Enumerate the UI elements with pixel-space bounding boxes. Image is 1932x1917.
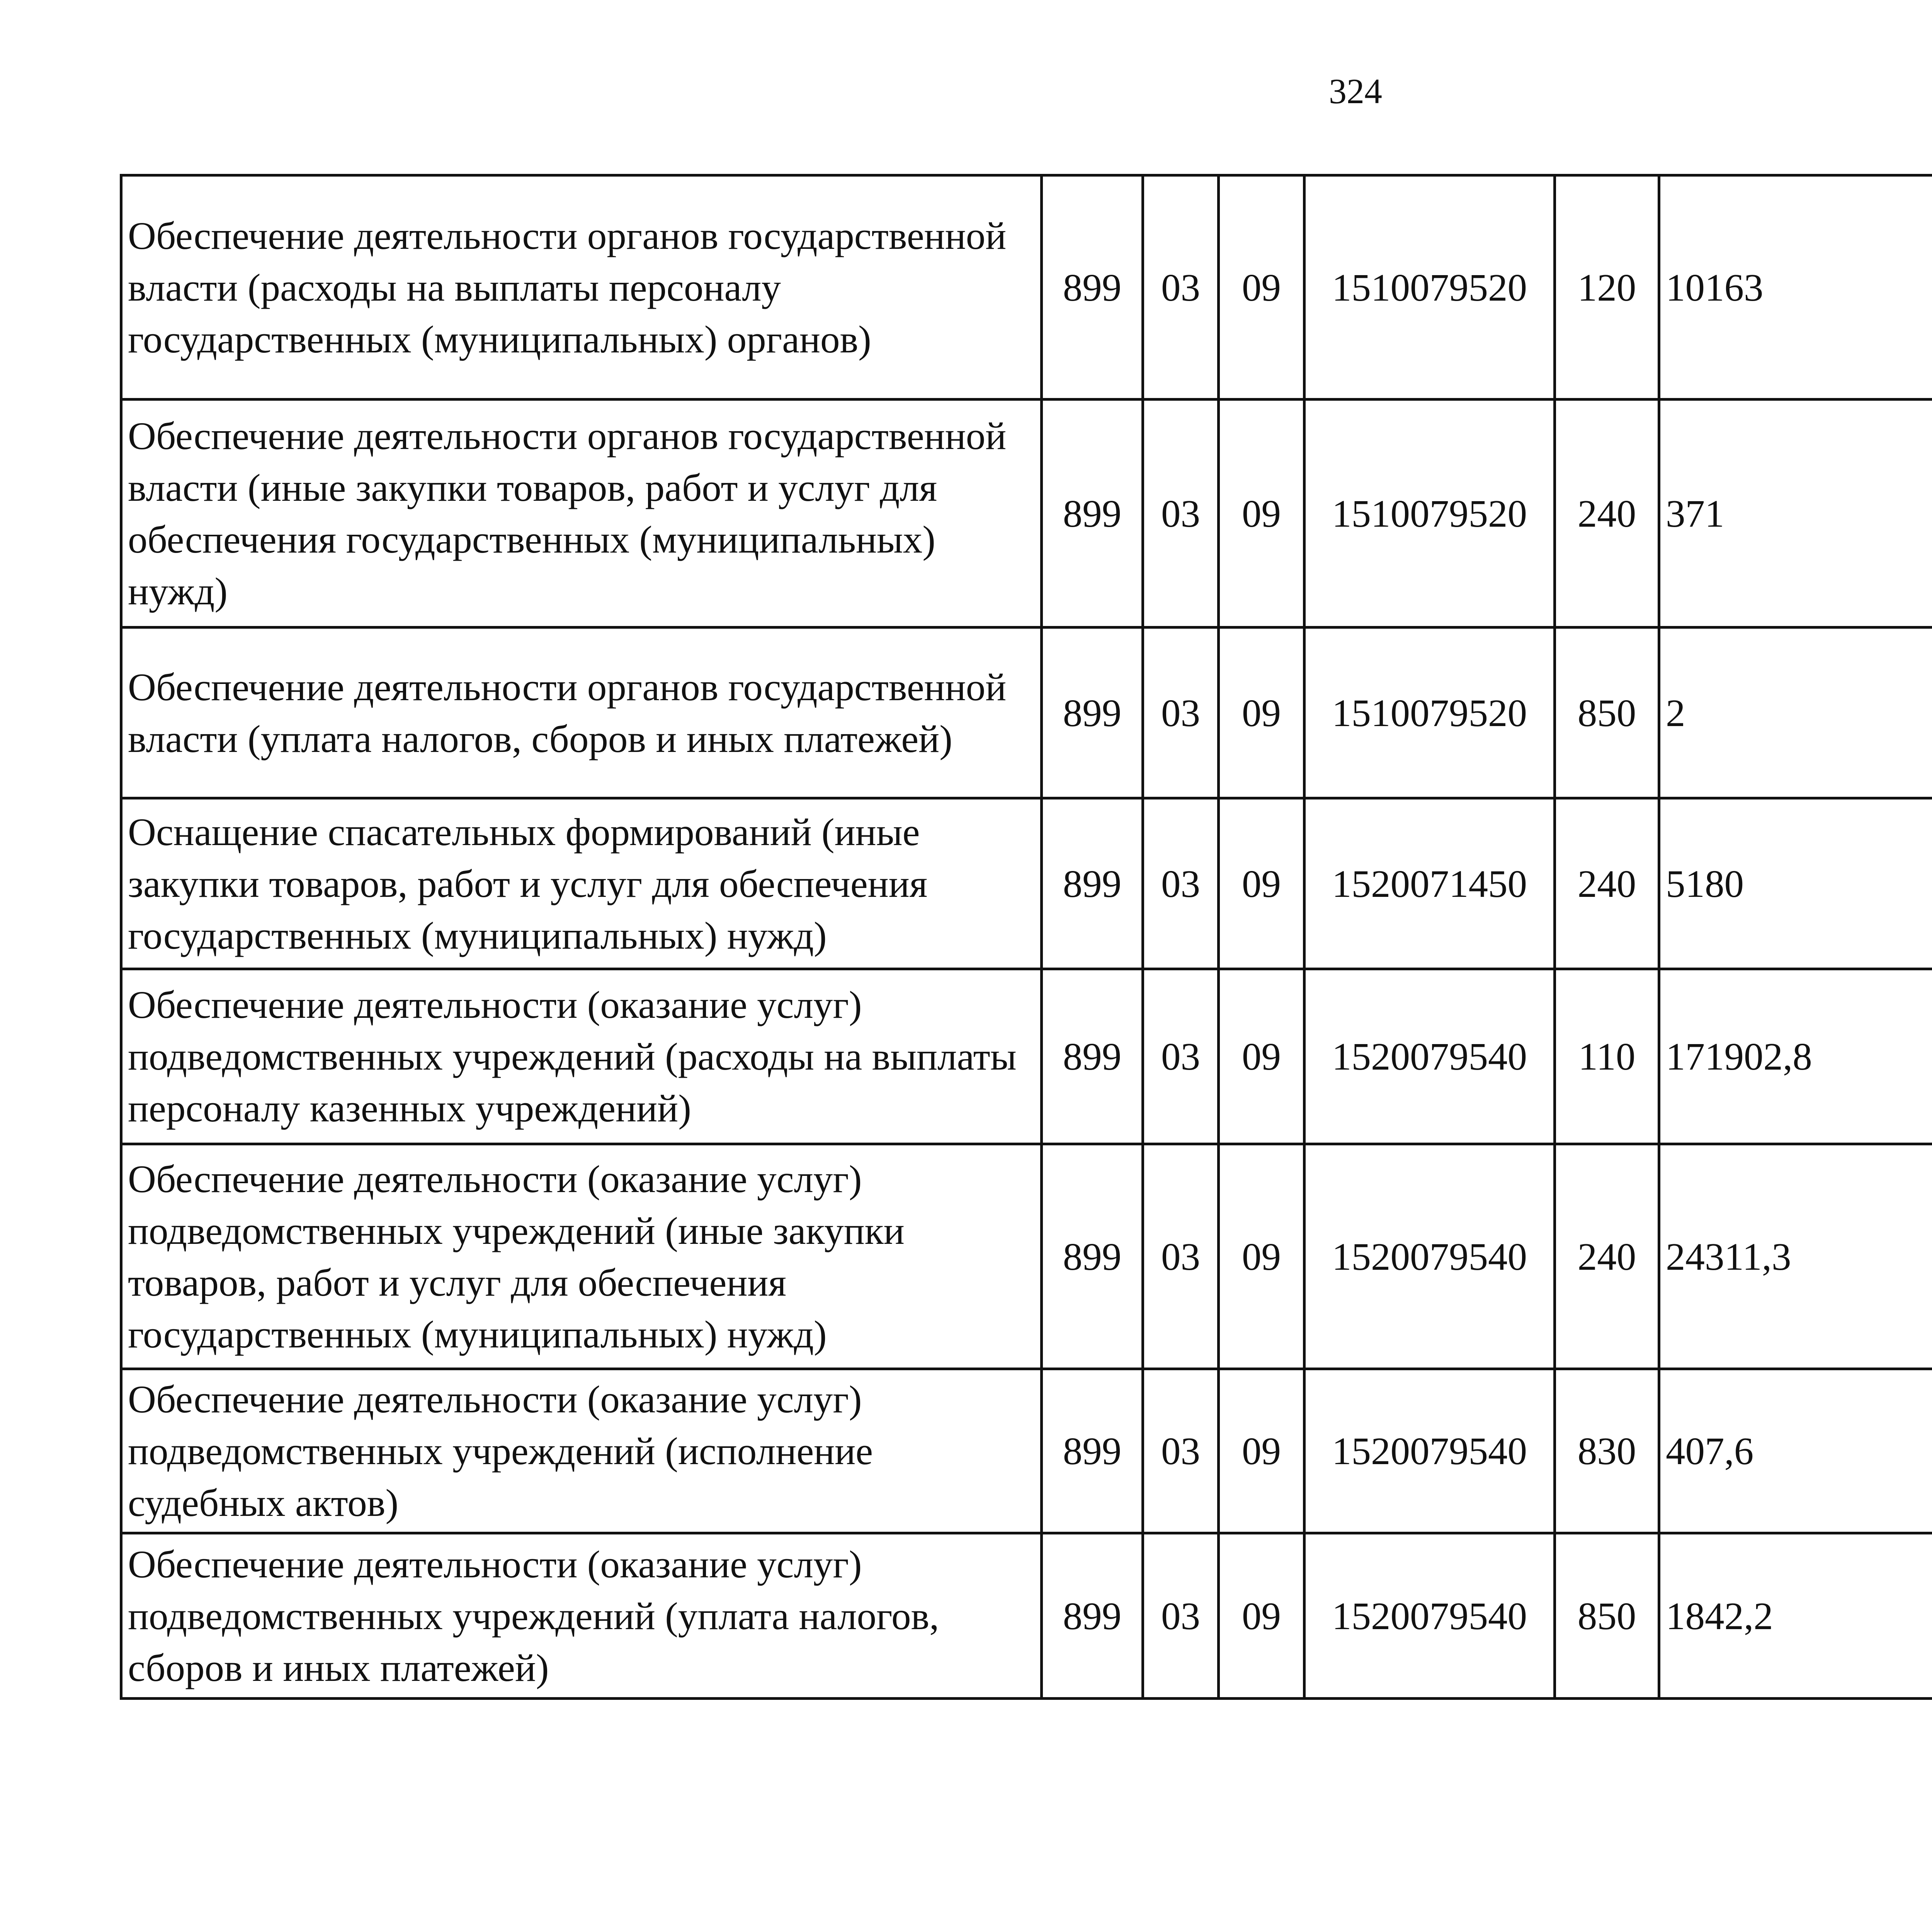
ministry-code: 899 bbox=[1042, 400, 1143, 628]
target-article-code: 1510079520 bbox=[1304, 628, 1555, 798]
subsection-code: 09 bbox=[1219, 1369, 1304, 1533]
budget-table bbox=[120, 174, 1932, 1700]
expense-type-code: 830 bbox=[1555, 1369, 1659, 1533]
subsection-code: 09 bbox=[1219, 969, 1304, 1144]
amount-year-1: 1842,2 bbox=[1659, 1533, 1932, 1699]
expense-type-code: 120 bbox=[1555, 175, 1659, 400]
table-row bbox=[121, 400, 1932, 628]
expense-type-code: 240 bbox=[1555, 798, 1659, 969]
subsection-code: 09 bbox=[1219, 628, 1304, 798]
table-row bbox=[121, 1533, 1932, 1699]
target-article-code: 1520079540 bbox=[1304, 1144, 1555, 1369]
row-description: Оснащение спасательных формирований (иные закупки товаров, работ и услуг для обеспечения государственных (муниципальных) нужд) bbox=[121, 798, 1042, 969]
target-article-code: 1510079520 bbox=[1304, 400, 1555, 628]
row-description: Обеспечение деятельности органов государственной власти (расходы на выплаты персоналу государственных (муниципальных) органов) bbox=[121, 175, 1042, 400]
amount-year-1: 24311,3 bbox=[1659, 1144, 1932, 1369]
section-code: 03 bbox=[1143, 628, 1219, 798]
section-code: 03 bbox=[1143, 1144, 1219, 1369]
row-description: Обеспечение деятельности (оказание услуг) подведомственных учреждений (расходы на выплаты персоналу казенных учреждений) bbox=[121, 969, 1042, 1144]
subsection-code: 09 bbox=[1219, 798, 1304, 969]
table-row bbox=[121, 798, 1932, 969]
ministry-code: 899 bbox=[1042, 628, 1143, 798]
ministry-code: 899 bbox=[1042, 175, 1143, 400]
target-article-code: 1520079540 bbox=[1304, 1369, 1555, 1533]
row-description: Обеспечение деятельности (оказание услуг) подведомственных учреждений (иные закупки товаров, работ и услуг для обеспечения государственных (муниципальных) нужд) bbox=[121, 1144, 1042, 1369]
subsection-code: 09 bbox=[1219, 1144, 1304, 1369]
table-row bbox=[121, 1144, 1932, 1369]
target-article-code: 1510079520 bbox=[1304, 175, 1555, 400]
amount-year-1: 5180 bbox=[1659, 798, 1932, 969]
target-article-code: 1520079540 bbox=[1304, 1533, 1555, 1699]
section-code: 03 bbox=[1143, 798, 1219, 969]
amount-year-1: 2 bbox=[1659, 628, 1932, 798]
ministry-code: 899 bbox=[1042, 798, 1143, 969]
row-description: Обеспечение деятельности органов государственной власти (иные закупки товаров, работ и услуг для обеспечения государственных (муниципальных) нужд) bbox=[121, 400, 1042, 628]
ministry-code: 899 bbox=[1042, 1369, 1143, 1533]
section-code: 03 bbox=[1143, 969, 1219, 1144]
expense-type-code: 850 bbox=[1555, 628, 1659, 798]
expense-type-code: 110 bbox=[1555, 969, 1659, 1144]
amount-year-1: 371 bbox=[1659, 400, 1932, 628]
table-row bbox=[121, 1369, 1932, 1533]
expense-type-code: 240 bbox=[1555, 400, 1659, 628]
target-article-code: 1520079540 bbox=[1304, 969, 1555, 1144]
amount-year-1: 10163 bbox=[1659, 175, 1932, 400]
subsection-code: 09 bbox=[1219, 175, 1304, 400]
section-code: 03 bbox=[1143, 175, 1219, 400]
page-number: 324 bbox=[1329, 71, 1382, 111]
target-article-code: 1520071450 bbox=[1304, 798, 1555, 969]
row-description: Обеспечение деятельности органов государственной власти (уплата налогов, сборов и иных платежей) bbox=[121, 628, 1042, 798]
section-code: 03 bbox=[1143, 1533, 1219, 1699]
ministry-code: 899 bbox=[1042, 969, 1143, 1144]
row-description: Обеспечение деятельности (оказание услуг) подведомственных учреждений (уплата налогов, сборов и иных платежей) bbox=[121, 1533, 1042, 1699]
subsection-code: 09 bbox=[1219, 1533, 1304, 1699]
expense-type-code: 240 bbox=[1555, 1144, 1659, 1369]
ministry-code: 899 bbox=[1042, 1144, 1143, 1369]
table-row bbox=[121, 969, 1932, 1144]
section-code: 03 bbox=[1143, 400, 1219, 628]
table-row bbox=[121, 175, 1932, 400]
section-code: 03 bbox=[1143, 1369, 1219, 1533]
amount-year-1: 407,6 bbox=[1659, 1369, 1932, 1533]
amount-year-1: 171902,8 bbox=[1659, 969, 1932, 1144]
row-description: Обеспечение деятельности (оказание услуг) подведомственных учреждений (исполнение судебных актов) bbox=[121, 1369, 1042, 1533]
ministry-code: 899 bbox=[1042, 1533, 1143, 1699]
table-row bbox=[121, 628, 1932, 798]
expense-type-code: 850 bbox=[1555, 1533, 1659, 1699]
subsection-code: 09 bbox=[1219, 400, 1304, 628]
